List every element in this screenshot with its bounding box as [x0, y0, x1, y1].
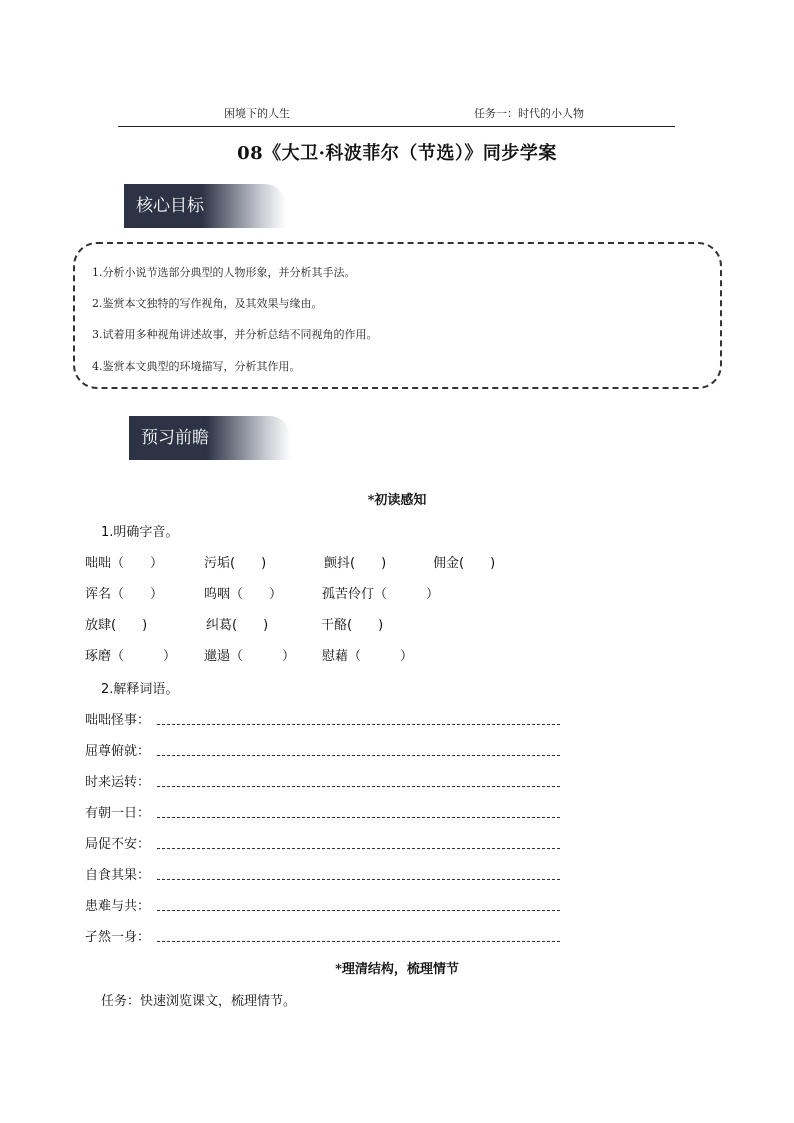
- task-text: 任务：快速浏览课文，梳理情节。: [101, 994, 297, 1009]
- question-1-label: 1.明确字音。: [101, 525, 179, 540]
- pinyin-item: 琢磨（ ）: [85, 649, 177, 664]
- answer-line[interactable]: [157, 910, 560, 911]
- answer-line[interactable]: [157, 817, 560, 818]
- term-label: 患难与共：: [85, 899, 151, 914]
- section-title-structure: *理清结构，梳理情节: [335, 962, 459, 977]
- pinyin-item: 污垢( ): [204, 556, 267, 571]
- goal-item-3: 3.试着用多种视角讲述故事，并分析总结不同视角的作用。: [92, 328, 378, 341]
- answer-line[interactable]: [157, 879, 560, 880]
- banner-preview-label: 预习前瞻: [141, 428, 209, 448]
- term-label: 局促不安：: [85, 837, 151, 852]
- banner-core-goals: [124, 184, 286, 228]
- question-2-label: 2.解释词语。: [101, 682, 179, 697]
- answer-line[interactable]: [157, 724, 560, 725]
- banner-core-goals-label: 核心目标: [136, 196, 204, 216]
- goal-item-1: 1.分析小说节选部分典型的人物形象，并分析其手法。: [92, 266, 356, 279]
- pinyin-item: 干酪( ): [321, 618, 384, 633]
- header-left: 困境下的人生: [224, 107, 290, 120]
- goal-item-2: 2.鉴赏本文独特的写作视角，及其效果与缘由。: [92, 297, 323, 310]
- pinyin-item: 咄咄（ ）: [85, 556, 164, 571]
- pinyin-item: 颤抖( ): [324, 556, 387, 571]
- pinyin-item: 佣金( ): [433, 556, 496, 571]
- header-right: 任务一：时代的小人物: [474, 107, 584, 120]
- term-label: 有朝一日：: [85, 806, 151, 821]
- pinyin-item: 孤苦伶仃（ ）: [322, 587, 440, 602]
- page-title: 08《大卫·科波菲尔（节选）》同步学案: [237, 143, 557, 164]
- pinyin-item: 呜咽（ ）: [204, 587, 283, 602]
- section-title-first-read: *初读感知: [367, 493, 427, 508]
- pinyin-item: 邋遢（ ）: [204, 649, 296, 664]
- header-divider: [118, 126, 675, 127]
- pinyin-item: 诨名（ ）: [85, 587, 164, 602]
- answer-line[interactable]: [157, 848, 560, 849]
- banner-preview: [129, 416, 291, 460]
- pinyin-item: 放肆( ): [85, 618, 148, 633]
- pinyin-item: 慰藉（ ）: [322, 649, 414, 664]
- term-label: 自食其果：: [85, 868, 151, 883]
- term-label: 孑然一身：: [85, 930, 151, 945]
- term-label: 时来运转：: [85, 775, 151, 790]
- term-label: 咄咄怪事：: [85, 713, 151, 728]
- answer-line[interactable]: [157, 755, 560, 756]
- goal-item-4: 4.鉴赏本文典型的环境描写，分析其作用。: [92, 360, 301, 373]
- answer-line[interactable]: [157, 941, 560, 942]
- answer-line[interactable]: [157, 786, 560, 787]
- term-label: 屈尊俯就：: [85, 744, 151, 759]
- pinyin-item: 纠葛( ): [206, 618, 269, 633]
